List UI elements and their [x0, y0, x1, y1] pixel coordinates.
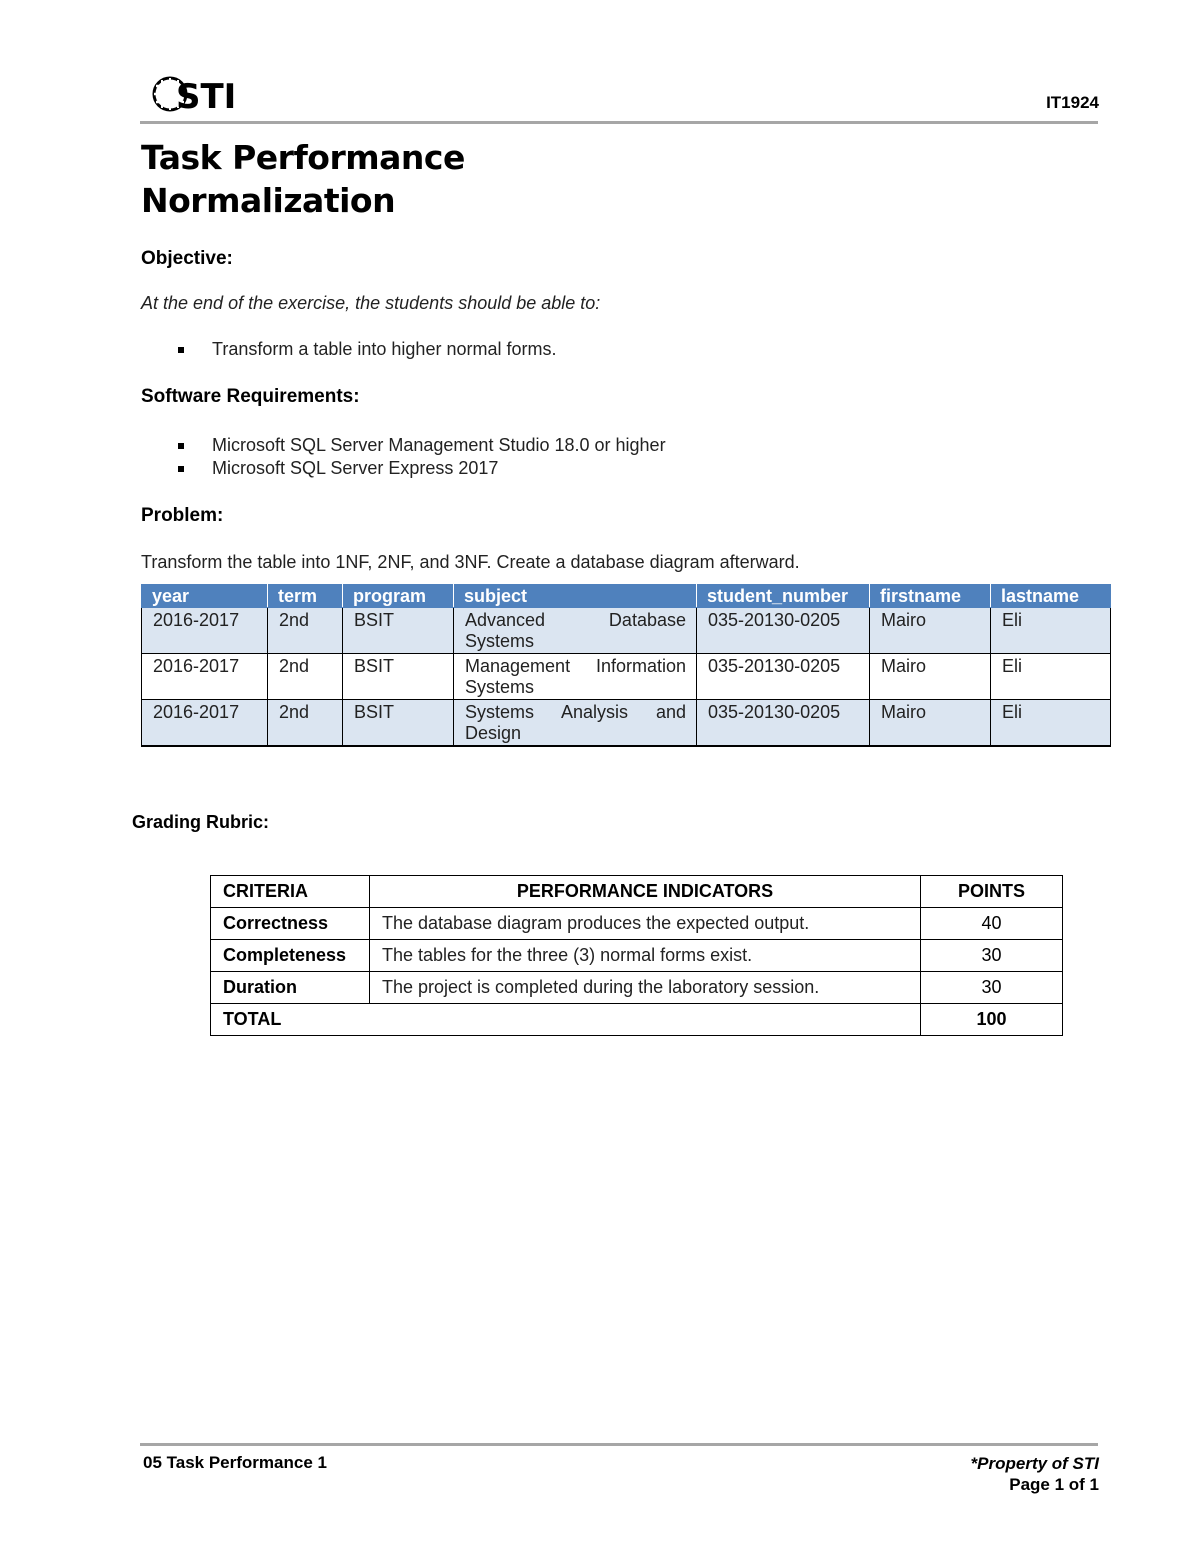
cell-subject: Advanced Database Systems	[454, 608, 697, 654]
rubric-criteria: Duration	[211, 972, 370, 1004]
col-header-student-number: student_number	[697, 585, 870, 608]
rubric-header-points: POINTS	[921, 876, 1063, 908]
rubric-points: 40	[921, 908, 1063, 940]
cell-term: 2nd	[268, 608, 343, 654]
cell-lastname: Eli	[991, 608, 1111, 654]
table-header-row	[142, 585, 1111, 608]
cell-year: 2016-2017	[142, 700, 268, 747]
objective-intro: At the end of the exercise, the students should be able to:	[141, 293, 601, 313]
cell-student-number: 035-20130-0205	[697, 654, 870, 700]
list-item: Microsoft SQL Server Express 2017	[141, 457, 666, 480]
col-header-lastname: lastname	[991, 585, 1111, 608]
rubric-indicator: The database diagram produces the expected output.	[370, 908, 921, 940]
col-header-term: term	[268, 585, 343, 608]
rubric-header-row	[211, 876, 1063, 908]
rubric-heading: Grading Rubric:	[132, 812, 270, 832]
software-heading: Software Requirements:	[141, 386, 360, 407]
page-subtitle: Normalization	[141, 181, 396, 220]
logo-text: STI	[176, 77, 237, 116]
rubric-row	[211, 908, 1063, 940]
cell-student-number: 035-20130-0205	[697, 608, 870, 654]
grading-rubric-table	[210, 875, 1063, 1036]
footer-right	[971, 1453, 1099, 1495]
cell-program: BSIT	[343, 654, 454, 700]
problem-heading: Problem:	[141, 505, 224, 526]
cell-term: 2nd	[268, 654, 343, 700]
table-row	[142, 654, 1111, 700]
footer-rule	[140, 1443, 1098, 1446]
rubric-total-points: 100	[921, 1004, 1063, 1036]
col-header-firstname: firstname	[870, 585, 991, 608]
rubric-points: 30	[921, 972, 1063, 1004]
cell-subject: Systems Analysis and Design	[454, 700, 697, 747]
objective-heading: Objective:	[141, 248, 233, 269]
table-row	[142, 700, 1111, 747]
rubric-indicator: The tables for the three (3) normal forms exist.	[370, 940, 921, 972]
problem-text: Transform the table into 1NF, 2NF, and 3NF. Create a database diagram afterward.	[141, 552, 800, 572]
rubric-header-indicators: PERFORMANCE INDICATORS	[370, 876, 921, 908]
rubric-total-spacer	[370, 1004, 921, 1036]
rubric-criteria: Correctness	[211, 908, 370, 940]
software-list	[141, 434, 666, 480]
cell-lastname: Eli	[991, 700, 1111, 747]
cell-firstname: Mairo	[870, 700, 991, 747]
sti-logo-graphic	[150, 72, 240, 116]
rubric-criteria: Completeness	[211, 940, 370, 972]
sti-logo	[150, 72, 240, 116]
footer-property: *Property of STI	[970, 1454, 1099, 1473]
cell-firstname: Mairo	[870, 608, 991, 654]
col-header-program: program	[343, 585, 454, 608]
footer-document-name: 05 Task Performance 1	[143, 1453, 327, 1472]
rubric-row	[211, 940, 1063, 972]
header-rule	[140, 121, 1098, 124]
table-row	[142, 608, 1111, 654]
rubric-row	[211, 972, 1063, 1004]
cell-year: 2016-2017	[142, 654, 268, 700]
rubric-indicator: The project is completed during the laboratory session.	[370, 972, 921, 1004]
rubric-header-criteria: CRITERIA	[211, 876, 370, 908]
col-header-subject: subject	[454, 585, 697, 608]
rubric-total-row	[211, 1004, 1063, 1036]
footer-page-number: Page 1 of 1	[1009, 1475, 1099, 1494]
cell-subject: Management Information Systems	[454, 654, 697, 700]
page-title: Task Performance	[141, 138, 465, 177]
cell-lastname: Eli	[991, 654, 1111, 700]
cell-term: 2nd	[268, 700, 343, 747]
cell-year: 2016-2017	[142, 608, 268, 654]
col-header-year: year	[142, 585, 268, 608]
list-item: Microsoft SQL Server Management Studio 18.0 or higher	[141, 434, 666, 457]
cell-program: BSIT	[343, 608, 454, 654]
rubric-points: 30	[921, 940, 1063, 972]
cell-student-number: 035-20130-0205	[697, 700, 870, 747]
cell-program: BSIT	[343, 700, 454, 747]
course-code: IT1924	[1046, 93, 1099, 112]
list-item: Transform a table into higher normal forms.	[141, 338, 556, 361]
cell-firstname: Mairo	[870, 654, 991, 700]
rubric-total-label: TOTAL	[211, 1004, 370, 1036]
objective-list	[141, 338, 556, 361]
unnormalized-table	[141, 584, 1111, 747]
